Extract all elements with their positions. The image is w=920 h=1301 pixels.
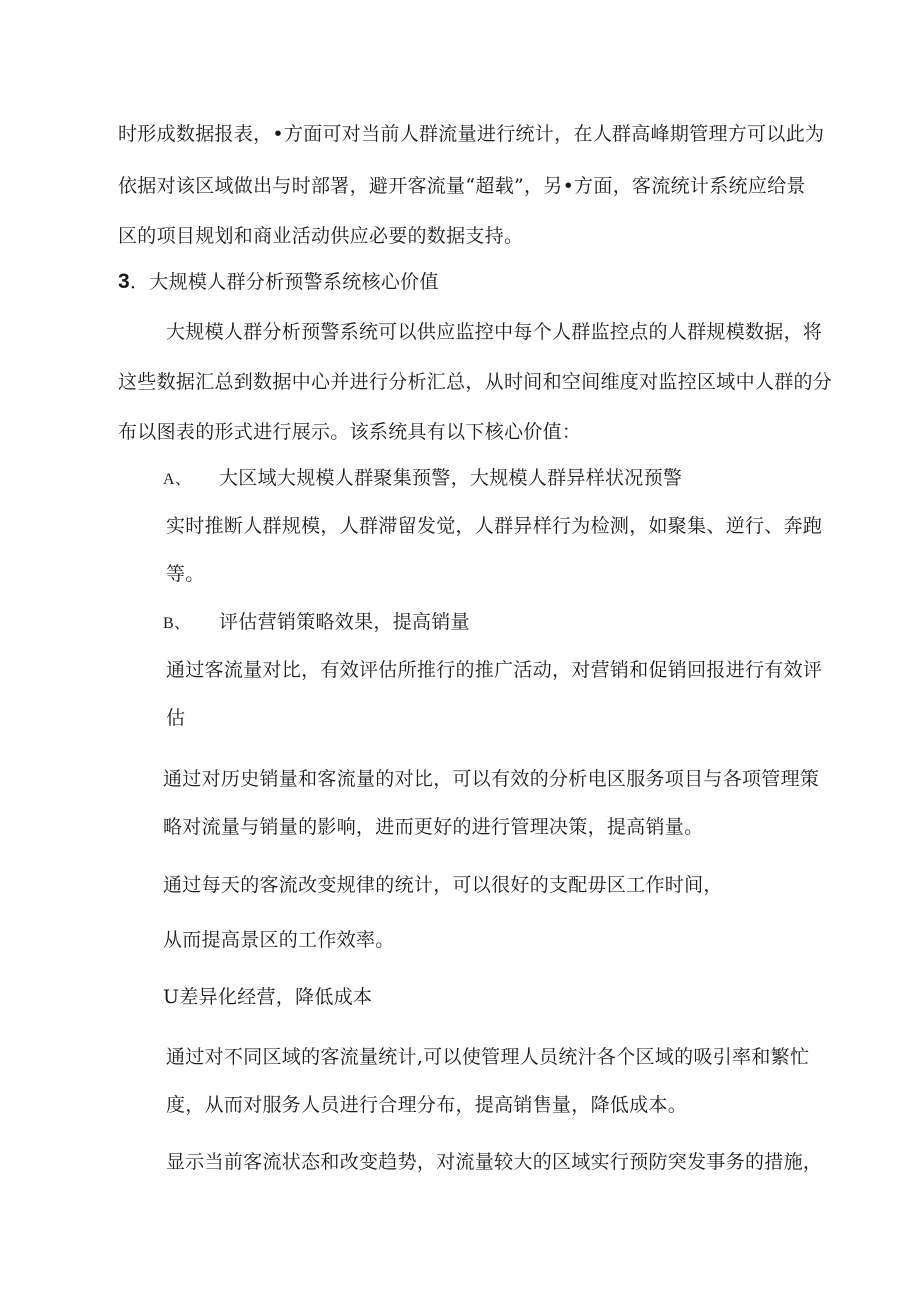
item-a-desc-line-2: 等。 bbox=[166, 563, 205, 585]
item-b-heading bbox=[163, 610, 470, 636]
item-b-title: 评估营销策略效果，提高销量 bbox=[219, 611, 470, 633]
item-c-desc1-line-1: 通过对不同区域的客流量统计,可以使管理人员统汁各个区域的吸引率和繁忙 bbox=[166, 1046, 810, 1068]
core-line-3: 布以图表的形式进行展示。该系统具有以下核心价值： bbox=[118, 421, 582, 443]
item-b-desc3-line-1: 通过每天的客流改变规律的统计，可以很好的支配毋区工作时间， bbox=[163, 874, 723, 896]
section-3-title: ．大规模人群分析预警系统核心价值 bbox=[129, 271, 439, 293]
item-a-title: 大区域大规模人群聚集预警，大规模人群异样状况预警 bbox=[219, 467, 683, 489]
item-b-desc3-line-2: 从而提高景区的工作效率。 bbox=[163, 929, 395, 951]
item-b-desc1-line-1: 通过客流量对比，有效评估所推行的推广活动，对营销和促销回报进行有效评 bbox=[166, 659, 823, 681]
item-b-label: B、 bbox=[163, 615, 191, 632]
item-a-label: A、 bbox=[163, 471, 192, 488]
item-b-desc1-line-2: 估 bbox=[166, 707, 186, 729]
item-c-desc2-line-1: 显示当前客流状态和改变趋势，对流量较大的区域实行预防突发事务的措施， bbox=[166, 1151, 823, 1173]
item-b-desc2-line-2: 略对流量与销量的影响，进而更好的进行管理决策，提高销量。 bbox=[163, 816, 704, 838]
intro-line-2: 依据对该区域做出与时部署，避开客流量“超载”，另•方面，客流统计系统应给景 bbox=[118, 175, 806, 197]
section-3-heading bbox=[118, 270, 439, 294]
core-line-1: 大规模人群分析预警系统可以供应监控中每个人群监控点的人群规模数据，将 bbox=[166, 321, 823, 343]
item-a-desc-line-1: 实时推断人群规模，人群滞留发觉，人群异样行为检测，如聚集、逆行、奔跑 bbox=[166, 515, 823, 537]
intro-line-3: 区的项目规划和商业活动供应必要的数据支持。 bbox=[118, 225, 524, 247]
item-c-heading: U差异化经营，降低成本 bbox=[163, 986, 373, 1008]
section-3-number: 3 bbox=[118, 270, 130, 293]
item-b-desc2-line-1: 通过对历史销量和客流量的对比，可以有效的分析电区服务项目与各项管理策 bbox=[163, 768, 820, 790]
item-c-desc1-line-2: 度，从而对服务人员进行合理分布，提高销售量，降低成本。 bbox=[166, 1094, 688, 1116]
core-line-2: 这些数据汇总到数据中心并进行分析汇总，从时间和空间维度对监控区域中人群的分 bbox=[118, 371, 833, 393]
intro-line-1: 时形成数据报表，•方面可对当前人群流量进行统计，在人群高峰期管理方可以此为 bbox=[118, 123, 825, 145]
item-a-heading bbox=[163, 466, 682, 492]
